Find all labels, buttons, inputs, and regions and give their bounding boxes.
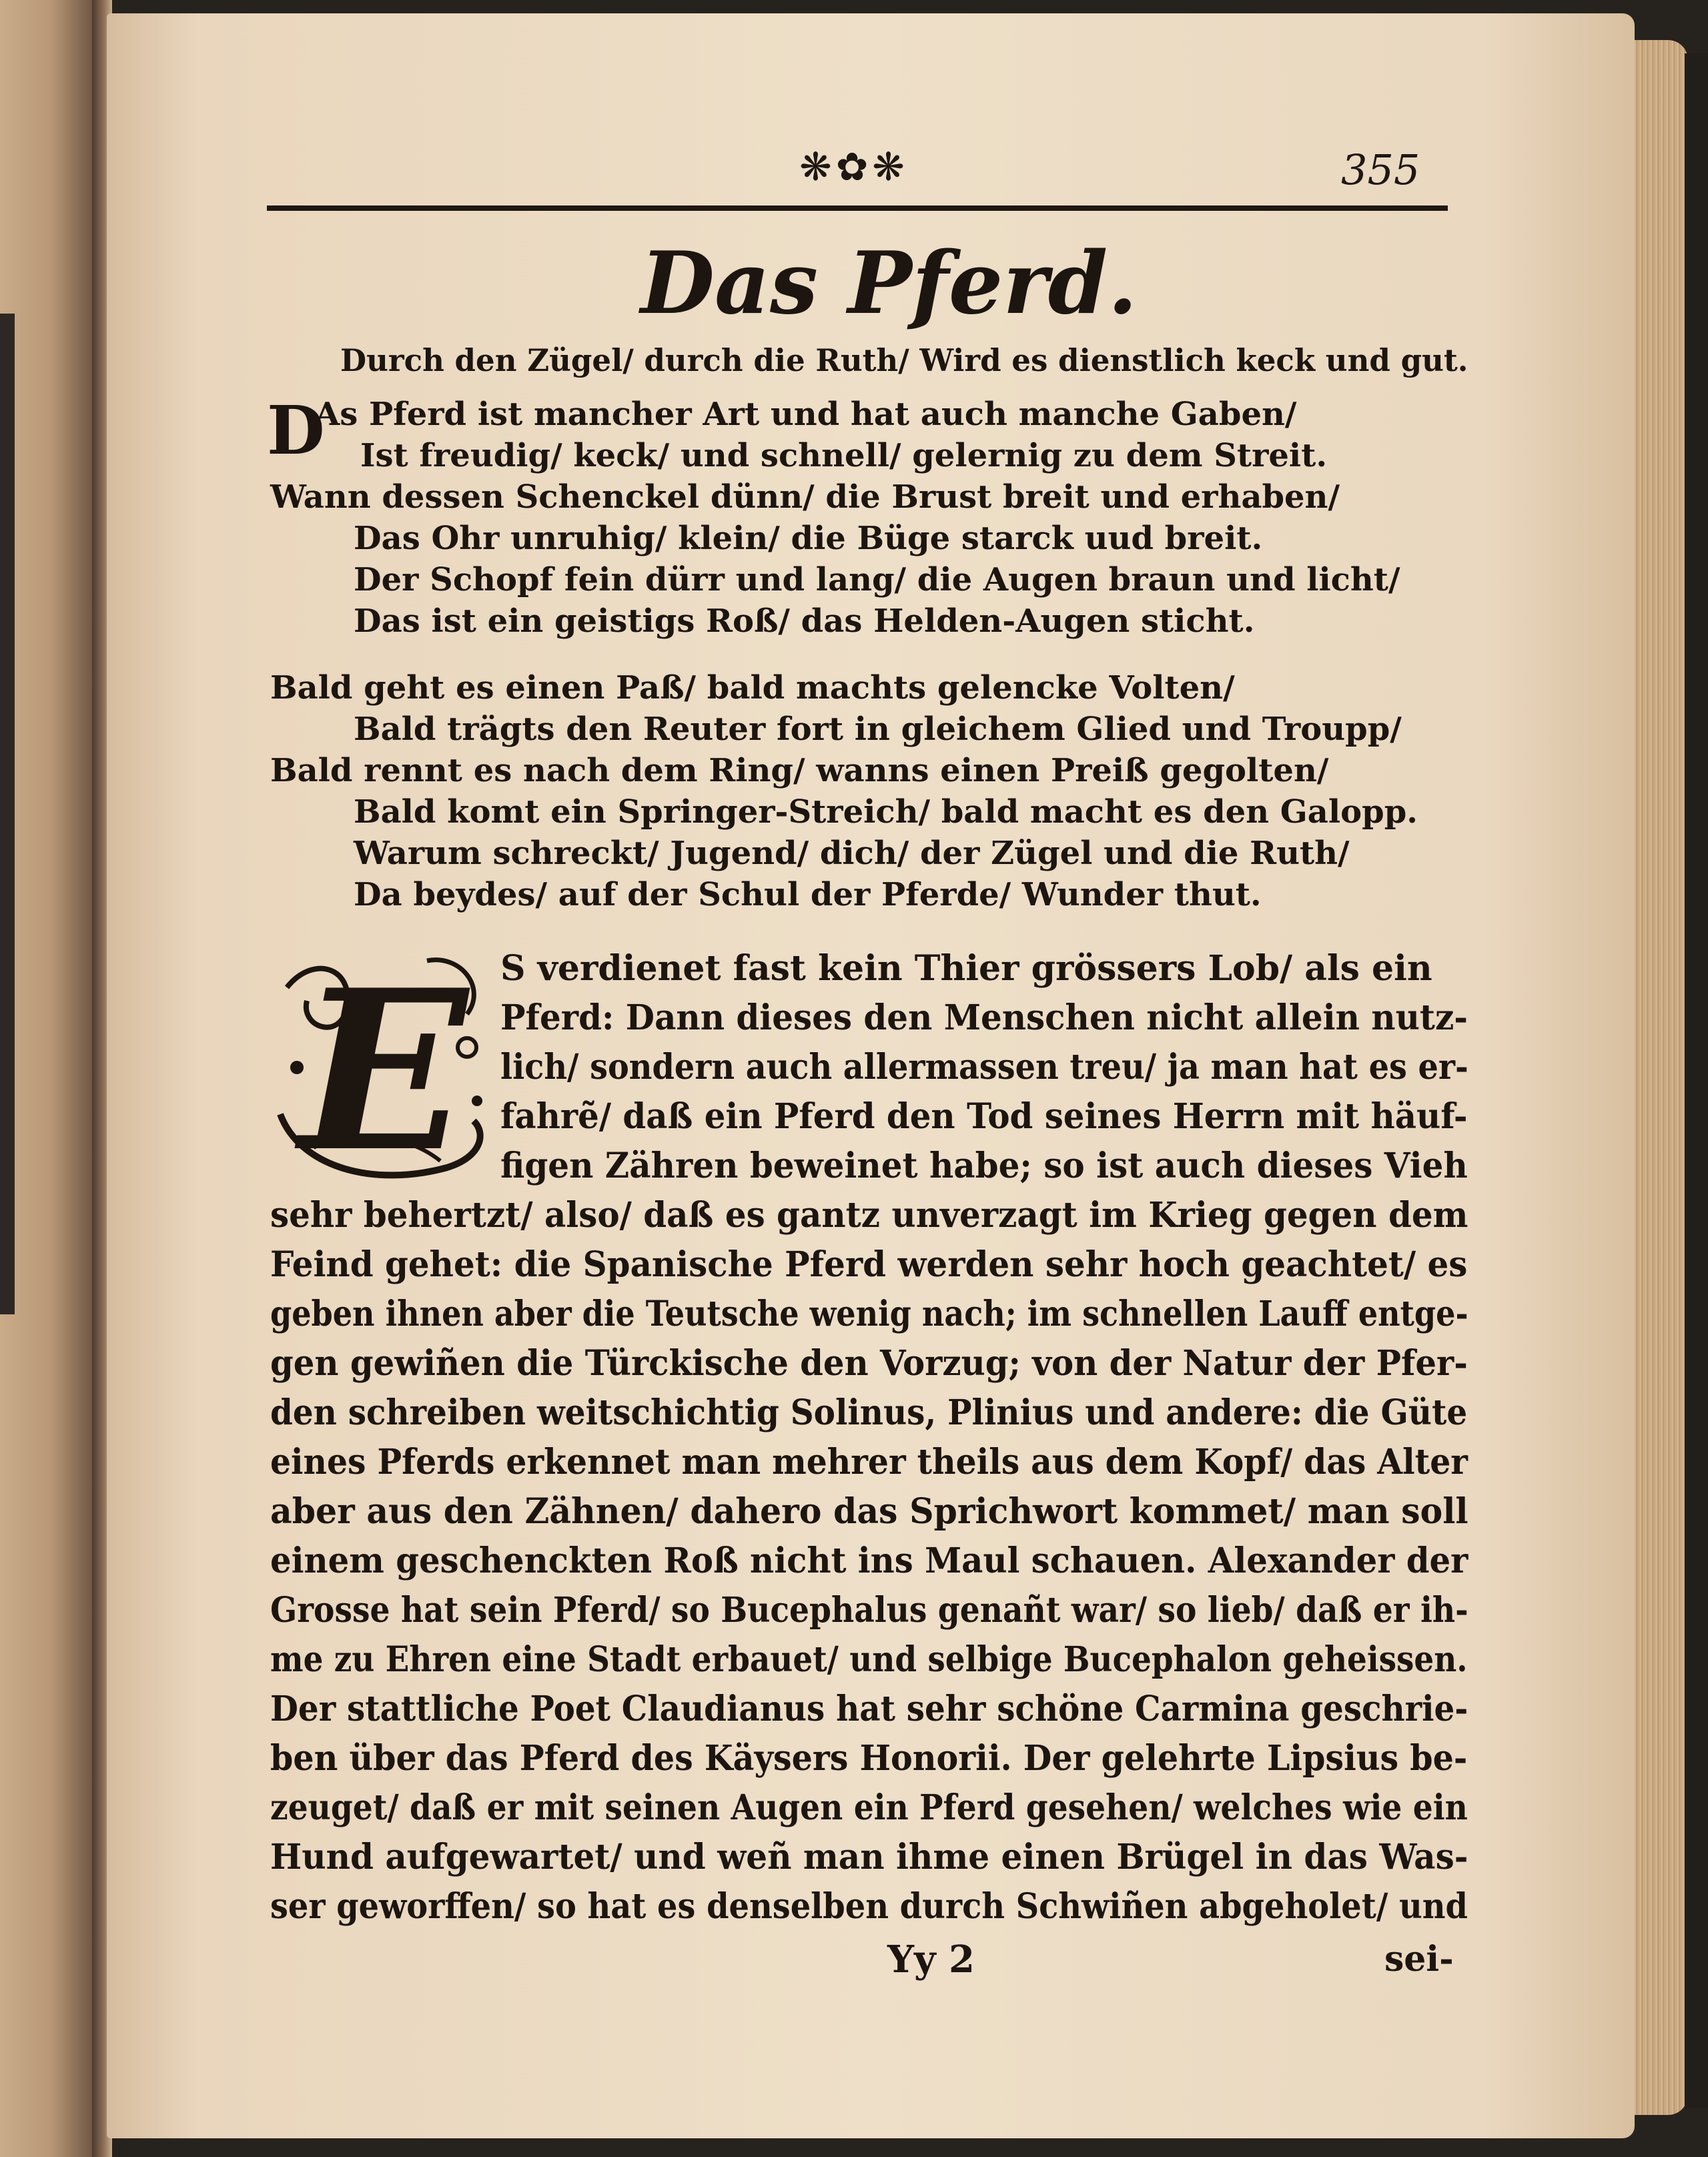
- prose-line: Hund aufgewartet/ und weñ man ihme einen Brügel in das Was-: [270, 1837, 1468, 1877]
- poem-line: Das Ohr unruhig/ klein/ die Büge starck uud breit.: [354, 520, 1263, 557]
- ornamental-drop-cap: [274, 941, 494, 1200]
- header-rule: [267, 205, 1448, 211]
- prose-line: eines Pferds erkennet man mehrer theils aus dem Kopf/ das Alter: [270, 1442, 1468, 1482]
- poem-line: Bald geht es einen Paß/ bald machts gelencke Volten/: [270, 669, 1235, 707]
- prose-line: zeuget/ daß er mit seinen Augen ein Pferd gesehen/ welches wie ein: [270, 1787, 1468, 1828]
- prose-line: ser geworffen/ so hat es denselben durch Schwiñen abgeholet/ und: [270, 1886, 1468, 1927]
- prose-line: aber aus den Zähnen/ dahero das Sprichwort kommet/ man soll: [270, 1491, 1468, 1532]
- drop-cap-letter: E: [300, 941, 468, 1200]
- header-ornament: ❋✿❋: [799, 144, 909, 189]
- prose-line: geben ihnen aber die Teutsche wenig nach; im schnellen Lauff entge-: [270, 1294, 1468, 1334]
- prose-line: Der stattliche Poet Claudianus hat sehr schöne Carmina geschrie-: [270, 1689, 1468, 1729]
- poem-line: Da beydes/ auf der Schul der Pferde/ Wunder thut.: [354, 876, 1262, 913]
- poem-line: Bald trägts den Reuter fort in gleichem Glied und Troupp/: [354, 711, 1402, 748]
- prose-line: Feind gehet: die Spanische Pferd werden sehr hoch geachtet/ es: [270, 1244, 1468, 1285]
- poem-line: Der Schopf fein dürr und lang/ die Augen braun und licht/: [354, 561, 1400, 598]
- poem-line: Bald rennt es nach dem Ring/ wanns einen Preiß gegolten/: [270, 752, 1329, 789]
- prose-line: den schreiben weitschichtig Solinus, Plinius und andere: die Güte: [270, 1392, 1468, 1433]
- poem-line: Bald komt ein Springer-Streich/ bald macht es den Galopp.: [354, 793, 1418, 831]
- signature-mark: Yy 2: [887, 1937, 975, 1982]
- catchword: sei-: [1384, 1939, 1454, 1980]
- prose-line: me zu Ehren eine Stadt erbauet/ und selbige Bucephalon geheissen.: [270, 1639, 1468, 1680]
- page-title: Das Pferd.: [640, 234, 1138, 334]
- prose-line: gen gewiñen die Türckische den Vorzug; von der Natur der Pfer-: [270, 1343, 1468, 1384]
- poem-initial: D: [267, 391, 325, 470]
- poem-line: Warum schreckt/ Jugend/ dich/ der Zügel und die Ruth/: [354, 835, 1350, 872]
- facing-page-shadow: [0, 314, 15, 1314]
- prose-line: Pferd: Dann dieses den Menschen nicht allein nutz-: [500, 997, 1468, 1038]
- prose-line: lich/ sondern auch allermassen treu/ ja man hat es er-: [500, 1047, 1468, 1088]
- poem-line: As Pferd ist mancher Art und hat auch manche Gaben/: [315, 396, 1297, 433]
- prose-line: einem geschenckten Roß nicht ins Maul schauen. Alexander der: [270, 1541, 1468, 1581]
- poem-line: Wann dessen Schenckel dünn/ die Brust breit und erhaben/: [270, 478, 1340, 516]
- page-block-edge: [1628, 40, 1688, 2115]
- prose-line: figen Zähren beweinet habe; so ist auch dieses Vieh: [500, 1146, 1468, 1186]
- poem-line: Ist freudig/ keck/ und schnell/ gelernig zu dem Streit.: [360, 437, 1328, 474]
- prose-line: fahrẽ/ daß ein Pferd den Tod seines Herrn mit häuf-: [500, 1096, 1468, 1137]
- prose-line: sehr behertzt/ also/ daß es gantz unverzagt im Krieg gegen dem: [270, 1195, 1468, 1236]
- prose-line: ben über das Pferd des Käysers Honorii. Der gelehrte Lipsius be-: [270, 1738, 1468, 1779]
- prose-line: Grosse hat sein Pferd/ so Bucephalus genañt war/ so lieb/ daß er ih-: [270, 1590, 1468, 1631]
- motto: Durch den Zügel/ durch die Ruth/ Wird es dienstlich keck und gut.: [340, 342, 1468, 378]
- page-edge-shadow: [1685, 53, 1708, 2108]
- page-number: 355: [1341, 145, 1420, 194]
- prose-line: S verdienet fast kein Thier grössers Lob/ als ein: [500, 948, 1432, 989]
- poem-line: Das ist ein geistigs Roß/ das Helden-Augen sticht.: [354, 602, 1255, 640]
